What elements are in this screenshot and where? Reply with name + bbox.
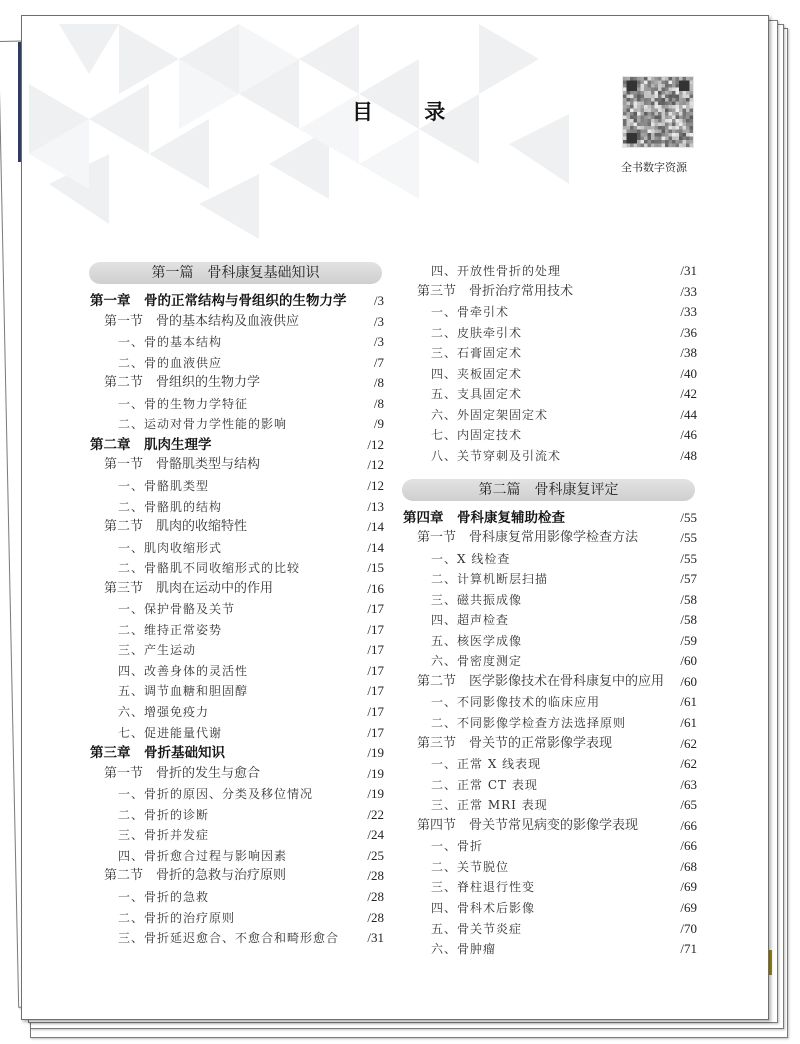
- toc-entry-title: 一、骨折的急救: [118, 889, 210, 904]
- toc-page-number: /61: [680, 715, 697, 730]
- toc-page-number: /71: [680, 941, 697, 957]
- toc-page-number: /55: [680, 530, 697, 546]
- toc-item-entry[interactable]: [403, 692, 697, 712]
- toc-item-entry[interactable]: [89, 928, 384, 948]
- toc-page-number: /3: [373, 313, 384, 329]
- toc-entry-title: 二、计算机断层扫描: [431, 572, 549, 587]
- toc-page-number: /59: [680, 632, 697, 648]
- toc-item-entry[interactable]: [89, 558, 384, 578]
- toc-page-number: /40: [680, 365, 697, 381]
- toc-item-entry[interactable]: [403, 323, 697, 343]
- toc-page-number: /3: [373, 334, 384, 350]
- toc-entry-title: 第一节 骨骼肌类型与结构: [104, 457, 261, 473]
- toc-page-number: /36: [680, 324, 697, 340]
- toc-entry-title: 二、皮肤牵引术: [431, 325, 523, 340]
- toc-page-number: /19: [367, 786, 384, 802]
- toc-chapter-entry[interactable]: [89, 435, 384, 455]
- toc-item-entry[interactable]: [89, 332, 384, 352]
- toc-entry-title: 三、磁共振成像: [431, 592, 523, 607]
- toc-item-entry[interactable]: [403, 939, 697, 959]
- toc-item-entry[interactable]: [89, 640, 384, 660]
- toc-page-number: /28: [367, 868, 384, 884]
- toc-page-number: /22: [367, 806, 384, 822]
- toc-entry-title: 二、骨的血液供应: [118, 355, 223, 370]
- part-banner[interactable]: 第一篇 骨科康复基础知识: [89, 262, 382, 284]
- toc-entry-title: 第三章 骨折基础知识: [90, 745, 225, 762]
- toc-page-number: /17: [367, 642, 384, 658]
- toc-page-number: /8: [373, 375, 384, 391]
- toc-item-entry[interactable]: [89, 825, 384, 845]
- toc-item-entry[interactable]: [89, 620, 384, 640]
- toc-entry-title: 第二节 肌肉的收缩特性: [104, 519, 248, 535]
- toc-section-entry[interactable]: [403, 672, 697, 692]
- toc-item-entry[interactable]: [403, 631, 697, 651]
- toc-section-entry[interactable]: [89, 373, 384, 393]
- toc-page-number: /48: [680, 447, 697, 463]
- toc-page-number: /66: [680, 817, 697, 833]
- toc-entry-title: 一、骨折的原因、分类及移位情况: [118, 787, 314, 802]
- toc-page-number: /14: [367, 519, 384, 535]
- toc-section-entry[interactable]: [89, 579, 384, 599]
- toc-entry-title: 五、核医学成像: [431, 633, 523, 648]
- toc-section-entry[interactable]: [89, 517, 384, 537]
- toc-entry-title: 一、骨牵引术: [431, 305, 510, 320]
- toc-section-entry[interactable]: [89, 455, 384, 475]
- toc-entry-title: 二、运动对骨力学性能的影响: [118, 417, 288, 432]
- toc-entry-title: 六、外固定架固定术: [431, 407, 549, 422]
- toc-entry-title: 三、脊柱退行性变: [431, 880, 536, 895]
- toc-page-number: /17: [367, 662, 384, 678]
- toc-entry-title: 二、骨骼肌的结构: [118, 499, 223, 514]
- toc-page-number: /58: [680, 591, 697, 607]
- toc-page-number: /60: [680, 653, 697, 669]
- toc-entry-title: 三、骨折并发症: [118, 828, 210, 843]
- toc-entry-title: 四、改善身体的灵活性: [118, 663, 249, 678]
- hexagon-background-pattern: [29, 24, 589, 244]
- toc-page-number: /12: [367, 457, 384, 473]
- toc-item-entry[interactable]: [89, 702, 384, 722]
- toc-page-number: /28: [367, 888, 384, 904]
- toc-page-number: /38: [680, 345, 697, 361]
- toc-page-number: /33: [680, 304, 697, 320]
- toc-entry-title: 七、促进能量代谢: [118, 725, 223, 740]
- toc-item-entry[interactable]: [89, 476, 384, 496]
- toc-item-entry[interactable]: [403, 754, 697, 774]
- toc-item-entry[interactable]: [403, 795, 697, 815]
- toc-page-number: /17: [367, 621, 384, 637]
- toc-entry-title: 四、夹板固定术: [431, 366, 523, 381]
- toc-entry-title: 一、保护骨骼及关节: [118, 602, 236, 617]
- toc-item-entry[interactable]: [403, 713, 697, 733]
- toc-entry-title: 六、骨肿瘤: [431, 942, 497, 957]
- toc-entry-title: 一、不同影像技术的临床应用: [431, 695, 601, 710]
- toc-entry-title: 第一节 骨科康复常用影像学检查方法: [417, 530, 639, 546]
- toc-entry-title: 四、开放性骨折的处理: [431, 264, 562, 278]
- toc-page-number: /19: [367, 745, 384, 761]
- toc-entry-title: 第二节 骨组织的生物力学: [104, 375, 261, 391]
- toc-page-number: /61: [680, 694, 697, 710]
- toc-chapter-entry[interactable]: [403, 508, 697, 528]
- toc-entry-title: 第三节 骨折治疗常用技术: [417, 283, 574, 299]
- toc-page-number: /33: [680, 283, 697, 299]
- toc-entry-title: 第三节 肌肉在运动中的作用: [104, 580, 274, 596]
- toc-chapter-entry[interactable]: [89, 743, 384, 763]
- toc-page-number: /31: [367, 930, 384, 946]
- toc-page-number: /9: [373, 416, 384, 432]
- toc-page-number: /57: [680, 571, 697, 587]
- toc-entry-title: 第一章 骨的正常结构与骨组织的生物力学: [90, 293, 347, 309]
- toc-item-entry[interactable]: [403, 384, 697, 404]
- toc-item-entry[interactable]: [89, 661, 384, 681]
- page-title: 目 录: [352, 100, 468, 124]
- toc-item-entry[interactable]: [89, 414, 384, 434]
- toc-entry-title: 第二节 骨折的急救与治疗原则: [104, 868, 287, 884]
- toc-page-number: /17: [367, 724, 384, 740]
- toc-entry-title: 四、骨折愈合过程与影响因素: [118, 848, 288, 863]
- toc-page-number: /55: [680, 550, 697, 566]
- toc-entry-title: 四、超声检查: [431, 613, 510, 628]
- toc-page-number: /12: [367, 477, 384, 493]
- toc-entry-title: 第二节 医学影像技术在骨科康复中的应用: [417, 673, 665, 689]
- toc-page-number: /62: [680, 735, 697, 751]
- toc-item-entry[interactable]: [89, 805, 384, 825]
- toc-page-number: /24: [367, 827, 384, 843]
- toc-entry-title: 二、正常 CT 表现: [431, 777, 538, 792]
- toc-entry-title: 七、内固定技术: [431, 428, 523, 443]
- toc-item-entry[interactable]: [89, 599, 384, 619]
- toc-page-number: /70: [680, 920, 697, 936]
- toc-page-number: /68: [680, 858, 697, 874]
- toc-item-entry[interactable]: [89, 784, 384, 804]
- toc-entry-title: 四、骨科术后影像: [431, 900, 536, 915]
- toc-page-number: /69: [680, 879, 697, 895]
- toc-page-number: /17: [367, 683, 384, 699]
- toc-entry-title: 六、骨密度测定: [431, 654, 523, 669]
- toc-page-number: /17: [367, 601, 384, 617]
- toc-page-number: /25: [367, 847, 384, 863]
- toc-page-number: /66: [680, 838, 697, 854]
- toc-entry-title: 八、关节穿刺及引流术: [431, 448, 562, 463]
- toc-page-number: /12: [367, 436, 384, 452]
- toc-entry-title: 一、肌肉收缩形式: [118, 540, 223, 555]
- toc-item-entry[interactable]: [403, 343, 697, 363]
- toc-page-number: /44: [680, 406, 697, 422]
- toc-page-number: /16: [367, 580, 384, 596]
- toc-entry-title: 五、骨关节炎症: [431, 921, 523, 936]
- toc-item-entry[interactable]: [403, 919, 697, 939]
- toc-item-entry[interactable]: [403, 302, 697, 322]
- toc-item-entry[interactable]: [403, 898, 697, 918]
- toc-item-entry[interactable]: [89, 538, 384, 558]
- toc-entry-title: 二、骨骼肌不同收缩形式的比较: [118, 561, 301, 576]
- toc-entry-title: 三、产生运动: [118, 643, 197, 658]
- toc-entry-title: 五、支具固定术: [431, 387, 523, 402]
- toc-page-number: /3: [373, 293, 384, 308]
- toc-page-number: /15: [367, 560, 384, 576]
- toc-page-number: /69: [680, 899, 697, 915]
- toc-page-number: /63: [680, 776, 697, 792]
- qr-code-label: 全书数字资源: [621, 161, 687, 174]
- toc-item-entry[interactable]: [403, 425, 697, 445]
- toc-page-number: /58: [680, 612, 697, 628]
- toc-entry-title: 第四章 骨科康复辅助检查: [403, 509, 565, 526]
- toc-entry-title: 第二章 肌肉生理学: [90, 436, 212, 453]
- toc-page-number: /13: [367, 498, 384, 514]
- toc-item-entry[interactable]: [403, 651, 697, 671]
- toc-entry-title: 三、正常 MRI 表现: [431, 798, 548, 813]
- toc-entry-title: 五、调节血糖和胆固醇: [118, 684, 249, 699]
- toc-page-number: /62: [680, 756, 697, 772]
- toc-page-number: /8: [373, 395, 384, 411]
- toc-entry-title: 一、骨的生物力学特征: [118, 396, 249, 411]
- toc-entry-title: 一、骨骼肌类型: [118, 478, 210, 493]
- toc-item-entry[interactable]: [403, 446, 697, 466]
- toc-page-number: /31: [680, 263, 697, 278]
- toc-item-entry[interactable]: [403, 857, 697, 877]
- part-banner[interactable]: 第二篇 骨科康复评定: [402, 479, 695, 501]
- toc-page-number: /60: [680, 673, 697, 689]
- toc-entry-title: 第一节 骨折的发生与愈合: [104, 765, 261, 781]
- toc-item-entry[interactable]: [89, 353, 384, 373]
- toc-item-entry[interactable]: [403, 877, 697, 897]
- toc-entry-title: 二、不同影像学检查方法选择原则: [431, 716, 627, 730]
- toc-entry-title: 第四节 骨关节常见病变的影像学表现: [417, 817, 639, 833]
- toc-item-entry[interactable]: [89, 846, 384, 866]
- toc-section-entry[interactable]: [403, 816, 697, 836]
- toc-item-entry[interactable]: [403, 261, 697, 281]
- toc-page-number: /42: [680, 386, 697, 402]
- toc-section-entry[interactable]: [403, 282, 697, 302]
- toc-entry-title: 第一节 骨的基本结构及血液供应: [104, 313, 300, 329]
- toc-entry-title: 二、维持正常姿势: [118, 622, 223, 637]
- toc-section-entry[interactable]: [89, 764, 384, 784]
- toc-item-entry[interactable]: [89, 681, 384, 701]
- toc-entry-title: 第三节 骨关节的正常影像学表现: [417, 735, 613, 751]
- toc-entry-title: 一、X 线检查: [431, 551, 511, 566]
- toc-entry-title: 一、正常 X 线表现: [431, 757, 542, 772]
- toc-entry-title: 二、骨折的治疗原则: [118, 910, 236, 925]
- toc-entry-title: 二、关节脱位: [431, 859, 510, 874]
- toc-item-entry[interactable]: [89, 887, 384, 907]
- toc-page: [21, 15, 769, 1020]
- toc-entry-title: 三、石膏固定术: [431, 346, 523, 361]
- toc-section-entry[interactable]: [403, 734, 697, 754]
- toc-item-entry[interactable]: [403, 610, 697, 630]
- toc-page-number: /14: [367, 539, 384, 555]
- toc-page-number: /55: [680, 509, 697, 525]
- toc-entry-title: 一、骨折: [431, 839, 484, 854]
- toc-chapter-entry[interactable]: [89, 291, 384, 311]
- toc-entry-title: 六、增强免疫力: [118, 705, 210, 719]
- toc-page-number: /17: [367, 704, 384, 719]
- toc-page-number: /28: [367, 909, 384, 925]
- toc-page-number: /19: [367, 765, 384, 781]
- toc-page-number: /46: [680, 427, 697, 443]
- toc-item-entry[interactable]: [403, 405, 697, 425]
- toc-item-entry[interactable]: [403, 549, 697, 569]
- toc-entry-title: 三、骨折延迟愈合、不愈合和畸形愈合: [118, 931, 340, 946]
- toc-item-entry[interactable]: [403, 775, 697, 795]
- qr-code[interactable]: [622, 76, 694, 148]
- toc-page-number: /65: [680, 797, 697, 813]
- toc-item-entry[interactable]: [403, 590, 697, 610]
- toc-section-entry[interactable]: [89, 866, 384, 886]
- toc-item-entry[interactable]: [89, 908, 384, 928]
- toc-item-entry[interactable]: [89, 497, 384, 517]
- toc-item-entry[interactable]: [89, 394, 384, 414]
- toc-entry-title: 一、骨的基本结构: [118, 335, 223, 350]
- toc-page-number: /7: [373, 354, 384, 370]
- toc-item-entry[interactable]: [403, 569, 697, 589]
- toc-item-entry[interactable]: [89, 723, 384, 743]
- toc-item-entry[interactable]: [403, 836, 697, 856]
- toc-item-entry[interactable]: [403, 364, 697, 384]
- toc-section-entry[interactable]: [89, 312, 384, 332]
- toc-entry-title: 二、骨折的诊断: [118, 807, 210, 822]
- toc-section-entry[interactable]: [403, 528, 697, 548]
